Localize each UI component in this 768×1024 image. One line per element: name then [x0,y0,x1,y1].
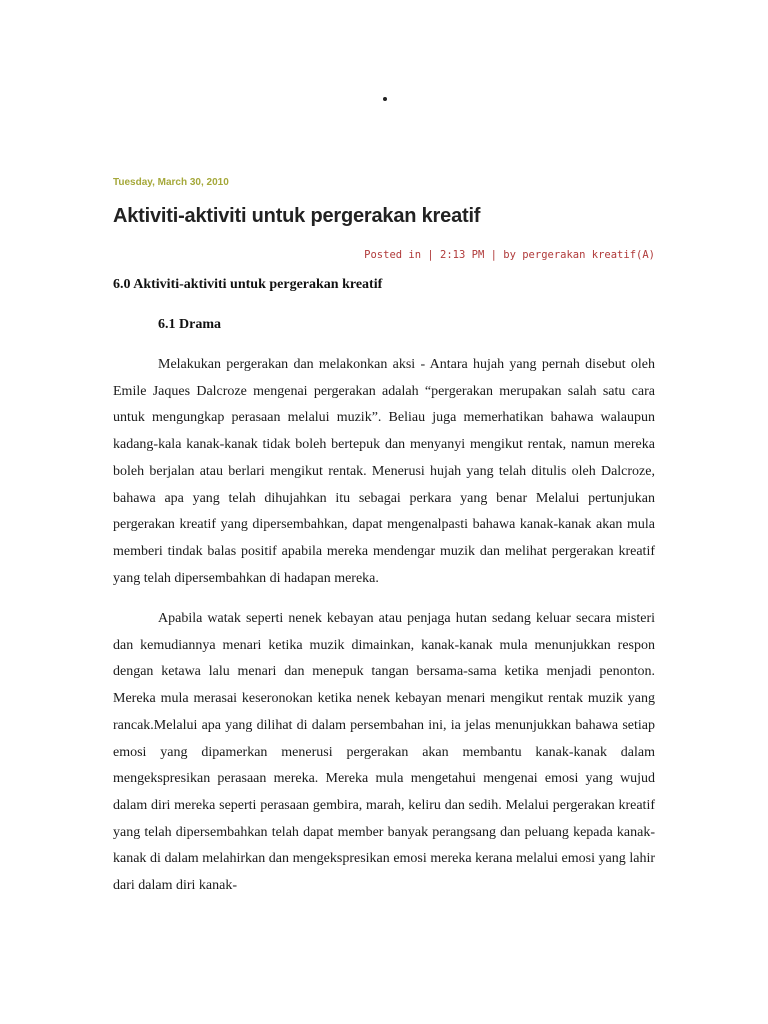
meta-separator: | [484,249,504,261]
meta-separator: | [421,249,441,261]
post-meta [364,249,655,261]
author-link[interactable]: pergerakan kreatif(A) [522,249,655,261]
body-paragraph-2: Apabila watak seperti nenek kebayan atau penjaga hutan sedang keluar secara misteri dan kemudiannya menari ketika muzik dimainkan, kanak-kanak mula menunjukkan respon dengan ketawa lalu menari dan menepuk tangan bersama-sama ketika menjadi penonton. Mereka mula merasai keseronokan ketika nenek kebayan menari mengikut rentak muzik yang rancak.Melalui apa yang dilihat di dalam persembahan ini, ia jelas menunjukkan bahawa setiap emosi yang dipamerkan menerusi pergerakan akan membantu kanak-kanak dalam mengekspresikan perasaan mereka. Mereka mula mengetahui mengenai emosi yang wujud dalam diri mereka seperti perasaan gembira, marah, keliru dan sedih. Melalui pergerakan kreatif yang telah dipersembahkan telah dapat member banyak perangsang dan peluang kepada kanak-kanak di dalam melahirkan dan mengekspresikan emosi mereka kerana melalui emosi yang lahir dari dalam diri kanak- [113,611,655,894]
body-paragraph-1: Melakukan pergerakan dan melakonkan aksi - Antara hujah yang pernah disebut oleh Emile Jaques Dalcroze mengenai pergerakan adalah “pergerakan merupakan salah satu cara untuk mengungkap perasaan melalui muzik”. Beliau juga memerhatikan bahawa walaupun kadang-kala kanak-kanak tidak boleh bertepuk dan menyanyi mengikut rentak, namun mereka boleh berjalan atau berlari mengikut rentak. Menerusi hujah yang telah ditulis oleh Dalcroze, bahawa apa yang telah dihujahkan itu sebagai perkara yang benar Melalui pertunjukan pergerakan kreatif yang dipersembahkan, dapat mengenalpasti bahawa kanak-kanak akan mula memberi tindak balas positif apabila mereka mendengar muzik dan melihat pergerakan kreatif yang telah dipersembahkan di hadapan mereka. [113,357,655,586]
sub-heading: 6.1 Drama [158,317,221,332]
post-title[interactable]: Aktiviti-aktiviti untuk pergerakan kreatif [113,205,481,227]
section-heading: 6.0 Aktiviti-aktiviti untuk pergerakan kreatif [113,277,383,292]
post-date: Tuesday, March 30, 2010 [113,177,229,188]
by-prefix: by [503,249,523,261]
post-time: 2:13 PM [440,249,485,261]
decorative-dot [383,97,387,101]
posted-in-link[interactable]: Posted in [364,249,422,261]
